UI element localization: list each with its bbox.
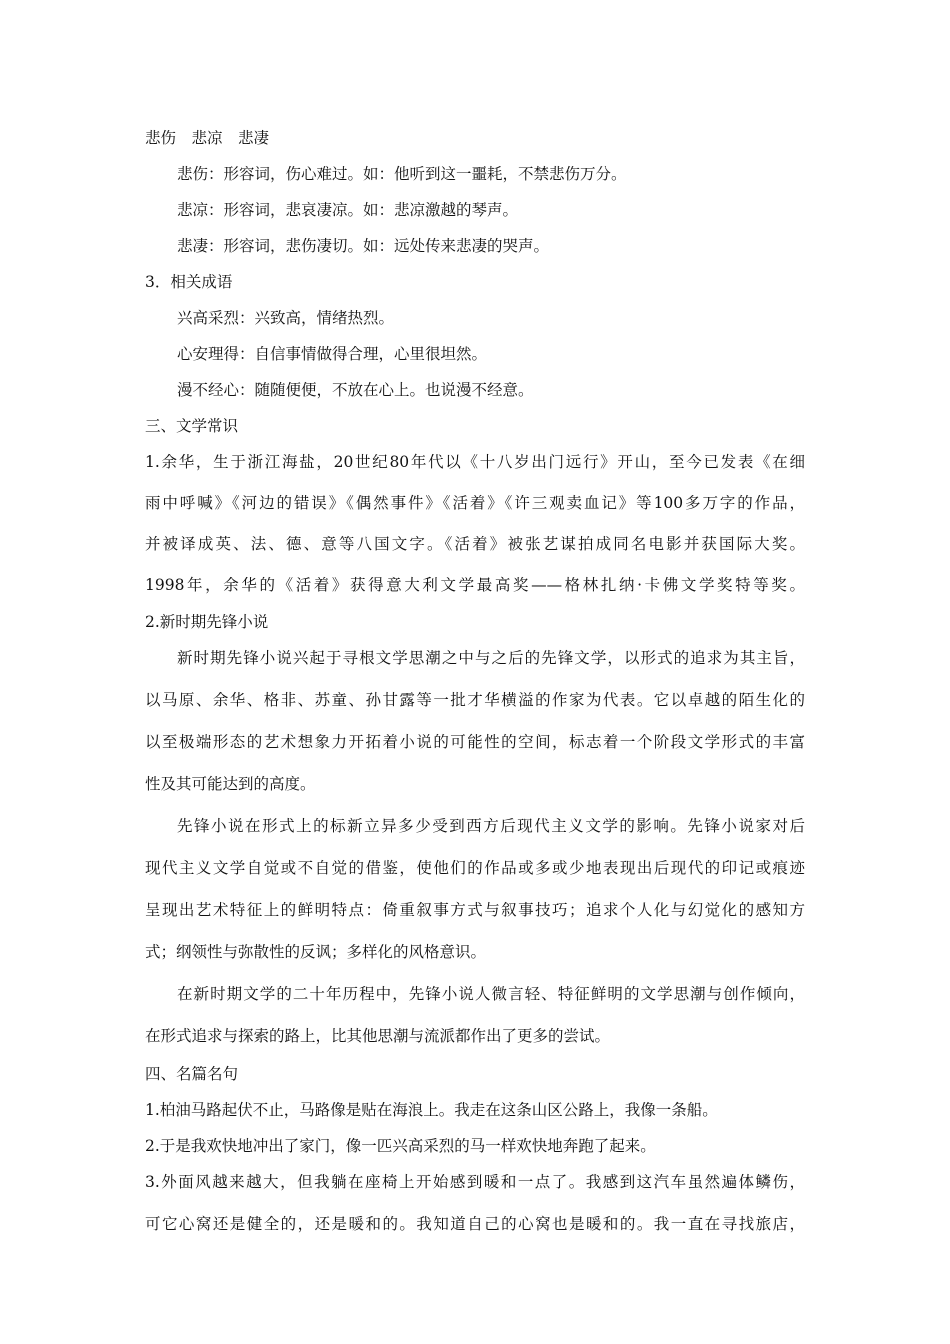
paragraph-line: 以至极端形态的艺术想象力开拓着小说的可能性的空间，标志着一个阶段文学形式的丰富 — [145, 733, 805, 751]
paragraph-line: 先锋小说在形式上的标新立异多少受到西方后现代主义文学的影响。先锋小说家对后 — [177, 817, 805, 835]
paragraph-line: 1.余华，生于浙江海盐，20世纪80年代以《十八岁出门远行》开山，至今已发表《在细 — [145, 453, 805, 471]
idioms-heading: 3．相关成语 — [145, 273, 233, 291]
synonym-line: 悲伤：形容词，伤心难过。如：他听到这一噩耗，不禁悲伤万分。 — [177, 165, 627, 183]
paragraph-line: 呈现出艺术特征上的鲜明特点：倚重叙事方式与叙事技巧；追求个人化与幻觉化的感知方 — [145, 901, 805, 919]
paragraph-line: 1998年，余华的《活着》获得意大利文学最高奖——格林扎纳·卡佛文学奖特等奖。 — [145, 576, 805, 594]
synonym-line: 悲凄：形容词，悲伤凄切。如：远处传来悲凄的哭声。 — [177, 237, 550, 255]
paragraph-line: 性及其可能达到的高度。 — [145, 775, 316, 793]
idiom-line: 兴高采烈：兴致高，情绪热烈。 — [177, 309, 395, 327]
quote-line: 2.于是我欢快地冲出了家门，像一匹兴高采烈的马一样欢快地奔跑了起来。 — [145, 1137, 656, 1155]
paragraph-line: 新时期先锋小说兴起于寻根文学思潮之中与之后的先锋文学，以形式的追求为其主旨， — [177, 649, 805, 667]
paragraph-line: 雨中呼喊》《河边的错误》《偶然事件》《活着》《许三观卖血记》等100多万字的作品， — [145, 494, 805, 512]
avantgarde-heading: 2.新时期先锋小说 — [145, 613, 269, 631]
quote-line: 3.外面风越来越大，但我躺在座椅上开始感到暖和一点了。我感到这汽车虽然遍体鳞伤， — [145, 1173, 805, 1191]
quote-line: 可它心窝还是健全的，还是暖和的。我知道自己的心窝也是暖和的。我一直在寻找旅店， — [145, 1215, 805, 1233]
idiom-line: 心安理得：自信事情做得合理，心里很坦然。 — [177, 345, 488, 363]
paragraph-line: 在新时期文学的二十年历程中，先锋小说人微言轻、特征鲜明的文学思潮与创作倾向， — [177, 985, 805, 1003]
synonym-line: 悲凉：形容词，悲哀凄凉。如：悲凉激越的琴声。 — [177, 201, 519, 219]
paragraph-line: 式；纲领性与弥散性的反讽；多样化的风格意识。 — [145, 943, 487, 961]
paragraph-line: 并被译成英、法、德、意等八国文字。《活着》被张艺谋拍成同名电影并获国际大奖。 — [145, 535, 805, 553]
paragraph-line: 现代主义文学自觉或不自觉的借鉴，使他们的作品或多或少地表现出后现代的印记或痕迹 — [145, 859, 805, 877]
synonyms-heading: 悲伤 悲凉 悲凄 — [145, 129, 270, 147]
idiom-line: 漫不经心：随随便便，不放在心上。也说漫不经意。 — [177, 381, 534, 399]
quote-line: 1.柏油马路起伏不止，马路像是贴在海浪上。我走在这条山区公路上，我像一条船。 — [145, 1101, 718, 1119]
paragraph-line: 在形式追求与探索的路上，比其他思潮与流派都作出了更多的尝试。 — [145, 1027, 611, 1045]
paragraph-line: 以马原、余华、格非、苏童、孙甘露等一批才华横溢的作家为代表。它以卓越的陌生化的 — [145, 691, 805, 709]
section-heading-famous-quotes: 四、名篇名句 — [145, 1065, 239, 1083]
section-heading-literary-knowledge: 三、文学常识 — [145, 417, 239, 435]
